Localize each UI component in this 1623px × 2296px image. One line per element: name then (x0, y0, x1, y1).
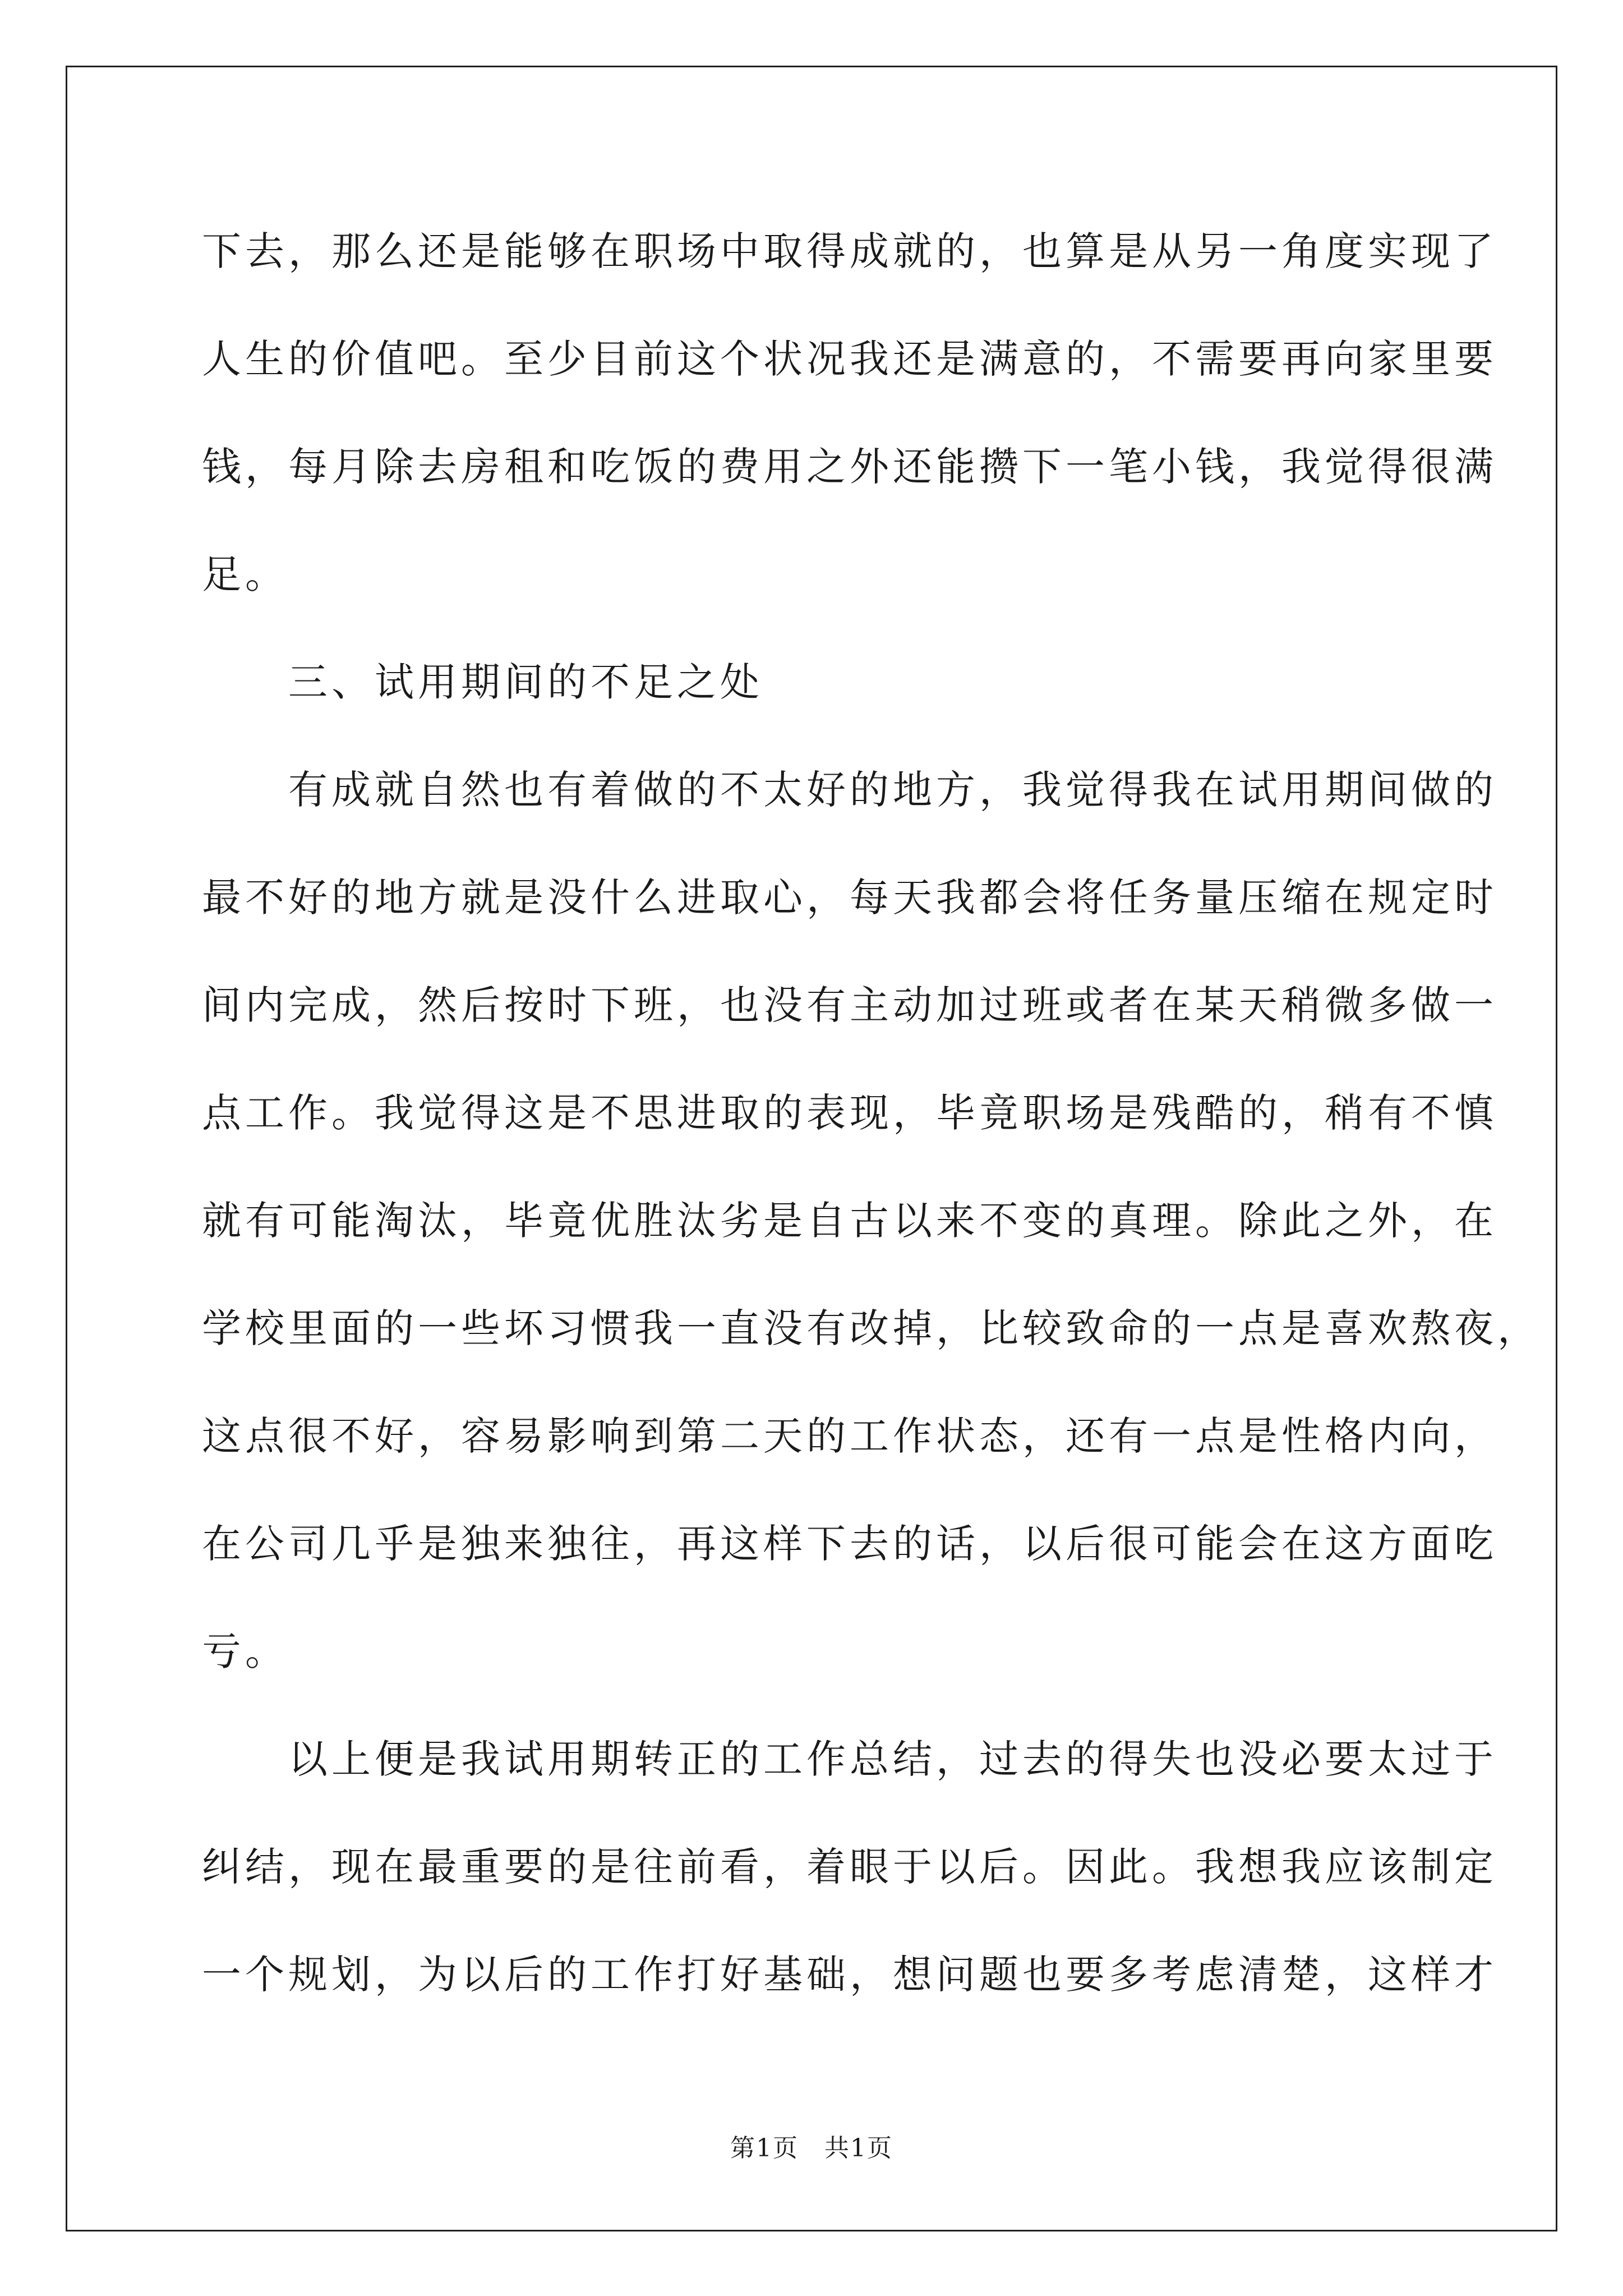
section-heading: 三、试用期间的不足之处 (202, 659, 763, 705)
text-line: 点工作。我觉得这是不思进取的表现，毕竟职场是残酷的，稍有不慎 (202, 1090, 1497, 1136)
text-line: 下去，那么还是能够在职场中取得成就的，也算是从另一角度实现了 (202, 228, 1497, 274)
text-line: 纠结，现在最重要的是往前看，着眼于以后。因此。我想我应该制定 (202, 1844, 1497, 1890)
text-line: 学校里面的一些坏习惯我一直没有改掉，比较致命的一点是喜欢熬夜， (202, 1305, 1541, 1351)
text-line: 人生的价值吧。至少目前这个状况我还是满意的，不需要再向家里要 (202, 336, 1497, 382)
document-body (202, 197, 1541, 2028)
text-line: 最不好的地方就是没什么进取心，每天我都会将任务量压缩在规定时 (202, 875, 1497, 921)
text-line: 亏。 (202, 1628, 288, 1674)
text-line: 钱，每月除去房租和吃饭的费用之外还能攒下一笔小钱，我觉得很满 (202, 444, 1497, 490)
text-line: 间内完成，然后按时下班，也没有主动加过班或者在某天稍微多做一 (202, 982, 1497, 1028)
text-line: 在公司几乎是独来独往，再这样下去的话，以后很可能会在这方面吃 (202, 1521, 1497, 1567)
text-line: 有成就自然也有着做的不太好的地方，我觉得我在试用期间做的 (202, 767, 1497, 813)
text-line: 一个规划，为以后的工作打好基础，想问题也要多考虑清楚，这样才 (202, 1952, 1497, 1998)
text-line: 这点很不好，容易影响到第二天的工作状态，还有一点是性格内向， (202, 1413, 1497, 1459)
text-line: 就有可能淘汰，毕竟优胜汰劣是自古以来不变的真理。除此之外，在 (202, 1198, 1497, 1244)
page-footer: 第1页 共1页 (730, 2134, 893, 2162)
text-line: 以上便是我试用期转正的工作总结，过去的得失也没必要太过于 (202, 1736, 1497, 1782)
text-line: 足。 (202, 551, 288, 597)
